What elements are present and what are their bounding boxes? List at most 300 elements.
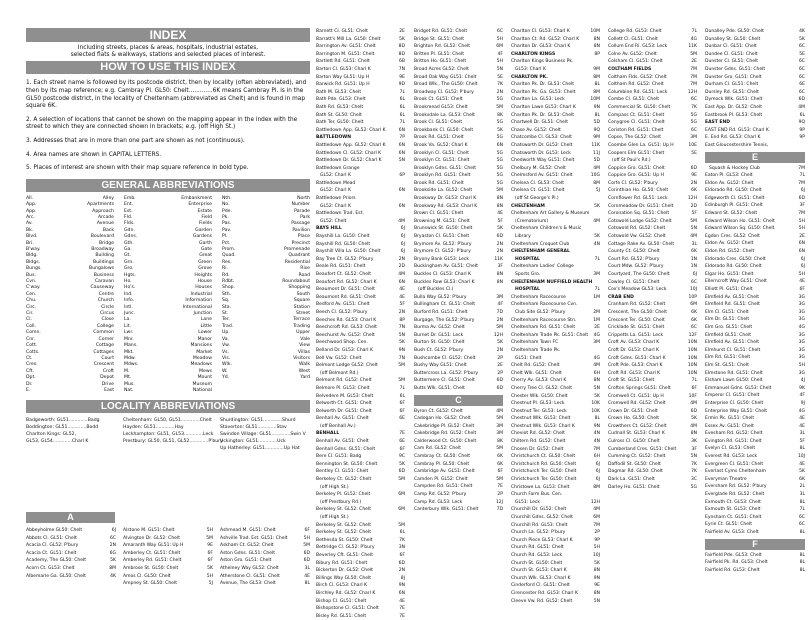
entry-name: Barrington M. GL51: Chelt [316,51,375,57]
index-entry [511,522,600,530]
index-entry [414,445,503,453]
entry-name: Charlton Kings Business Pk. [511,59,574,65]
entry-name: Edgeworth Cl. GL51: Chelt [705,195,765,201]
index-entry [511,36,600,44]
entry-ref: 6K [691,309,697,315]
locality-entry: Charlton Kings: GL52, [26,431,77,437]
index-entry [123,542,213,550]
entry-name: Beverley Cft. GL51: Chelt [316,552,373,558]
index-entry [316,294,405,302]
entry-name: Court Mdw. GL52: P'bury [608,264,664,270]
index-entry [511,241,600,249]
entry-ref: 8K [497,112,503,118]
entry-name: Egdon Cres. GL52: Chelt [705,233,760,239]
index-entry [608,218,697,226]
index-entry [608,104,697,112]
index-entry [608,233,697,241]
entry-name: Birch Cl. GL53: Charl K [316,583,367,589]
entry-name: Bullingham Ct. GL51: Chelt [414,302,476,308]
entry-name: CHARLTON PK. [511,74,548,80]
index-column-3 [511,28,600,604]
index-entry [705,74,805,82]
entry-name: Evesham Rd. GL52: Chelt [705,431,763,437]
entry-name: Brookway Dr. GL53: Charl K [414,196,477,202]
abbr-long: Court [101,355,114,361]
abbr-short: Est. [124,208,133,214]
entry-name: Cornmeadow Dr. GL51: Chelt [608,203,674,209]
entry-name: Bryony Bank GL53: Leck [414,256,469,262]
index-entry [705,476,805,484]
entry-ref: 5H [798,362,805,368]
entry-name: Cotswold Rd. GL52: Chelt [608,226,666,232]
entry-ref: 11K [688,44,697,50]
index-entry [705,81,805,89]
index-entry [608,127,697,135]
entry-ref: 6D [798,195,805,201]
entry-ref: 8M [593,484,600,490]
entry-name: Ermin Pk. GL51: Chelt [705,416,755,422]
entry-name: Camp Rd. GL53: Leck [414,499,463,505]
entry-name: Cudnall St. GL53: Charl K [608,431,665,437]
index-entry [705,142,805,150]
index-entry [414,134,503,142]
abbr-long: Buildings [92,259,114,265]
entry-ref: 2N [496,317,503,323]
entry-ref: 6C [798,59,805,65]
entry-ref: 8N [496,272,503,277]
entry-ref: 6J [692,272,697,277]
entry-ref: 8N [593,378,600,384]
index-entry [414,483,503,491]
abbr-short: Sth. [222,291,232,297]
entry-name: Charlton Pk. Dr. GL53: Chelt [511,112,575,118]
entry-ref: 5G [496,135,503,141]
entry-ref: 6F [691,385,697,391]
entry-ref: 6N [398,279,405,285]
entry-ref: 2D [398,264,405,270]
index-title: INDEX [26,28,310,42]
abbr-short: Cen. [26,291,37,297]
entry-ref: 2N [496,241,503,247]
index-entry [705,316,805,324]
locality-entry: Boddington: GL51.............Bodd [26,425,99,431]
index-entry [705,362,805,370]
abbr-short: Sta. [222,304,231,310]
entry-ref: 5G [496,97,503,103]
entry-name: Brookside La. GL52: Chelt [414,188,473,194]
abbr-short: Intl. [124,304,133,310]
index-entry [511,385,600,393]
index-entry [705,210,805,218]
entry-ref: 4E [399,598,405,604]
index-entry [316,491,405,499]
entry-ref: 7E [399,606,405,612]
entry-name: Butts Wlk. GL51: Chelt [414,385,465,391]
index-entry [608,332,697,340]
entry-name: Brunswick St. GL50: Chelt [414,226,473,232]
entry-ref: 6F [799,287,805,292]
entry-name: Ashville Trad. Est. GL51: Chelt [220,535,288,541]
entry-ref: 10N [687,370,697,376]
abbr-long: Square [293,298,310,304]
index-entry [511,225,600,233]
index-entry [220,527,310,535]
index-entry [316,499,405,507]
entry-name: Battledown App. GL52: Charl K [316,142,386,148]
index-entry [316,96,405,104]
index-entry [414,271,503,279]
index-entry [316,339,405,347]
entry-ref: 3M [690,135,697,141]
index-entry [414,461,503,469]
entry-ref: 5K [594,203,600,209]
entry-name: Elmfield Av. GL51: Chelt [705,340,760,346]
index-entry [705,499,805,507]
index-entry [316,127,405,135]
entry-ref: 9K [799,385,805,391]
entry-name: Beechcroft Rd. GL53: Chelt [316,325,377,331]
entry-ref: 4M [690,423,697,429]
abbr-short: Pk. [222,214,229,220]
entry-name: Battledown Mead [316,180,356,186]
entry-ref: 5G [496,150,503,156]
entry-name: Acacia Cl. GL52: P'bury [26,543,79,549]
locality-entry: Up Hatherley: GL51.............Up Hat [220,445,300,451]
index-entry [511,476,600,484]
index-entry [414,150,503,158]
entry-name: Charlton Dr. GL53: Charl K [511,44,571,50]
index-entry [316,476,405,484]
index-entry [316,446,405,454]
entry-name: Ambrose St. GL50: Chelt [123,565,179,571]
entry-name: Dursley Rd. GL51: Chelt [705,89,759,95]
entry-name: Evelyn Cl. GL53: Chelt [705,446,756,452]
entry-name: Burnet Dr. GL51: Leck [414,332,464,338]
entry-name: Atherstone Cl. GL51: Chelt [220,573,280,579]
index-entry [316,51,405,59]
index-entry [608,36,697,44]
index-entry [316,567,405,575]
index-entry [511,370,600,378]
abbr-long: Walk [299,362,310,368]
index-entry [705,529,805,537]
entry-ref: 3L [691,241,697,247]
entry-ref: 9E [691,173,697,179]
index-entry [511,256,600,264]
entry-ref: 2N [496,89,503,95]
entry-name: Ampney St. GL50: Chelt [123,581,177,587]
abbr-short: Cott. [26,343,38,349]
entry-ref: 7E [497,484,503,490]
entry-name: Croft Gdns. GL53: Charl K [608,355,666,361]
entry-ref: 3N [398,545,405,551]
entry-name: Corinthian Ho. GL50: Chelt [608,188,669,194]
index-entry [511,180,600,188]
entry-ref: 6N [398,188,405,194]
abbr-short: Coll. [26,323,37,329]
index-entry [511,461,600,469]
abbr-long: Vale [300,336,310,342]
index-entry [316,552,405,560]
entry-ref: 10K [591,401,600,407]
entry-ref: 4F [799,393,805,399]
index-entry [511,248,600,256]
index-column-2 [414,28,503,572]
entry-name: Dunster Gro. GL51: Chelt [705,74,762,80]
entry-ref: 6G [109,550,116,556]
abbr-short: B'way. [26,247,41,252]
abbr-short: Ri. [222,266,228,272]
entry-ref: 5G [496,180,503,186]
entry-name: Colsham Cl. GL51: Chelt [608,59,663,65]
entry-ref: 5N [690,226,697,232]
index-entry [414,119,503,127]
index-entry [608,461,697,469]
entry-ref: 9P [799,135,805,141]
entry-ref: 5K [691,416,697,422]
entry-name: Coriston Rd. GL51: Chelt [608,127,664,133]
abbr-short: Junc. [124,311,136,317]
entry-ref: 8L [799,499,805,505]
entry-ref: 6M [593,515,600,520]
abbr-short: Emb. [124,195,136,201]
entry-name: Berkeley St. GL52: Chelt [316,522,371,528]
entry-ref: 6J [111,528,116,533]
entry-ref: 1N [690,256,697,262]
entry-ref: 4G [798,408,805,414]
entry-ref: 6J [400,241,405,247]
entry-ref: 7E [399,613,405,619]
entry-ref: 4M [690,234,697,240]
entry-name: Brook Ct. GL51: Chelt [414,97,463,103]
abbr-short: Mans. [124,343,138,349]
abbr-long: Mansions [190,343,212,349]
entry-ref: 6L [799,112,805,118]
entry-name: Beale Rd. GL51: Chelt [316,264,366,270]
entry-name: Dymock Wlk. GL51: Chelt [705,97,763,103]
index-entry [608,393,697,401]
abbr-long: North [297,195,310,201]
abbr-column [222,196,310,395]
entry-ref: 7K [399,537,405,543]
entry-ref: 10K [591,408,600,414]
locality-entry: Staverton: GL51.............Stav [220,425,287,431]
entry-name: Camden Pl. GL52: Chelt [414,476,468,482]
entry-name: Bethesda St. GL50: Chelt [316,537,373,543]
entry-name: Birchley Rd. GL52: Charl K [316,590,376,596]
entry-ref: 6J [595,469,600,475]
index-entry [220,550,310,558]
index-entry [705,66,805,74]
index-entry [705,408,805,416]
abbr-short: Sq. [222,298,230,304]
entry-ref: 4N [593,241,600,247]
index-entry [414,96,503,104]
index-entry [705,309,805,317]
index-entry [608,28,697,36]
abbr-long: Great [199,253,212,259]
index-entry [705,278,805,286]
index-entry [511,104,600,112]
entry-ref: 7L [594,287,600,293]
index-entry [608,81,697,89]
entry-ref: 9N [593,575,600,581]
entry-name: Barton Way GL51: Up H [316,74,370,80]
abbr-long: Terrace [293,317,310,323]
index-entry [123,535,213,543]
abbr-long: College [96,323,114,329]
entry-ref: 2L [799,484,805,490]
entry-ref: 4E [399,294,405,300]
entry-ref: 6D [496,378,503,384]
entry-ref: 5H [206,528,213,533]
entry-name: Chedworth Way GL51: Chelt [511,158,575,164]
index-entry [414,218,503,226]
index-entry [511,294,600,302]
entry-name: (Crematorium) [515,218,549,224]
index-entry [705,370,805,378]
entry-name: Dagmar Rd. GL50: Chelt [608,469,663,475]
index-entry [511,446,600,454]
entry-ref: 4M [496,408,503,414]
locality-abbreviations-grid [26,418,310,452]
index-entry [26,527,116,535]
index-entry [608,324,697,332]
entry-ref: 8P [399,317,405,323]
entry-name: Burma Av. GL52: Chelt [414,325,465,331]
entry-name: Church St. GL53: Charl K [511,568,567,574]
entry-ref: 2N [398,256,405,262]
entry-ref: 6C [798,89,805,95]
index-entry [511,484,600,492]
entry-ref: 8L [594,82,600,88]
entry-name: Christchurch Ter. GL50: Chelt [511,477,577,483]
entry-name: Cakebridge Pl. GL52: Chelt [414,423,475,429]
entry-name: Elm St. GL51: Chelt [705,362,749,368]
index-entry [705,423,805,431]
entry-name: Chatsworth Dr. GL53: Chelt [511,142,573,148]
abbr-short: Ho. [124,279,132,285]
index-entry [26,542,116,550]
index-entry [316,544,405,552]
index-entry [608,430,697,438]
abbr-long: Apartments [87,202,114,208]
entry-name: Bridget Rd. GL51: Chelt [414,29,468,34]
abbr-short: La. [124,317,131,323]
abbr-long: Approach [92,208,114,214]
abbr-short: Cvn. [26,279,37,285]
entry-ref: 7P [399,135,405,141]
abbr-short: Circ. [26,304,37,310]
entry-ref: 5H [303,535,310,541]
abbr-short: Yd. [222,375,230,381]
entry-name: CRAB END [608,294,634,300]
entry-ref: 5E [691,150,697,156]
index-entry [316,119,405,127]
abbr-long: Visitors [293,355,310,361]
entry-name: Squash & Hockey Club [709,165,760,171]
entry-ref: 4J [800,378,805,384]
entry-ref: 5M [496,104,503,110]
entry-name: Cox's Meadow GL53: Leck [608,287,667,293]
index-entry [414,423,503,431]
entry-name: Bartlett Rd. GL51: Chelt [316,59,370,65]
index-entry [511,165,600,173]
entry-ref: 7L [691,378,697,384]
index-entry [705,354,805,362]
entry-name: Buckles Cl. GL53: Charl K [414,272,471,277]
entry-name: Bridge St. GL51: Chelt [414,36,465,42]
entry-name: Brooklyn Gdns. GL51: Chelt [414,165,476,171]
index-entry [414,203,503,211]
entry-ref: 5M [690,51,697,57]
index-intro [26,45,310,59]
entry-ref: 8N [496,279,503,285]
entry-ref: 10M [590,29,600,34]
index-entry [511,263,600,271]
index-entry [608,339,697,347]
index-entry [511,468,600,476]
index-entry [414,51,503,59]
entry-name: Elliott Pl. GL51: Chelt [705,287,753,292]
entry-name: Amberley Rd. GL51: Chelt [123,558,182,564]
abbr-short: M. [124,368,130,374]
abbr-short: Cres. [26,362,38,368]
entry-ref: 10F [688,393,697,399]
entry-name: Chester Wlk. GL50: Chelt [511,393,568,399]
entry-name: Dundee Cl. GL51: Chelt [705,51,758,57]
entry-ref: 6F [304,528,310,533]
entry-name: Coopers Elm GL51: Chelt [608,150,665,156]
abbr-long: Arcade [97,214,114,220]
index-entry [705,89,805,97]
entry-ref: 3G [798,294,805,300]
index-entry [511,506,600,514]
entry-ref: 5M [303,543,310,549]
index-entry [316,355,405,363]
section-letter-a: A [26,512,115,523]
entry-ref: 5M [496,446,503,452]
entry-ref: 6F [497,469,503,475]
index-entry [316,112,405,120]
entry-name: Elm Gro. GL51: Chelt [705,324,753,330]
index-entry [608,58,697,66]
entry-name: Amberley Ct. GL51: Chelt [123,550,181,556]
entry-name: Club Site GL52: P'bury [515,309,566,315]
entry-ref: 3F [799,203,805,209]
locality-entry: GL53, GL54.............Charl K [26,438,89,444]
abbr-long: Croft [102,368,114,374]
entry-ref: 10E [688,142,697,148]
entry-ref: 6K [497,454,503,460]
entry-name: Coppice Gro. GL51: Up H [608,173,664,179]
entry-name: Camp Rd. GL52: P'bury [414,492,467,498]
entry-name: GL51: Leck [515,499,540,505]
index-entry [316,332,405,340]
entry-ref: 9M [593,66,600,72]
index-entry [414,58,503,66]
abbr-short: Fld. [124,214,133,220]
entry-ref: 5K [399,36,405,42]
entry-name: (off High St.) [320,515,349,520]
index-entry [705,438,805,446]
entry-name: Belworth Ct. GL51: Chelt [316,401,372,407]
entry-name: Chestnut Wlk. GL53: Charl K [511,423,575,429]
index-entry [511,332,600,340]
index-entry [511,74,600,82]
entry-name: Elm Rd. GL51: Chelt [705,355,751,361]
entry-name: Chelt Rd. GL52: Chelt [511,363,560,369]
